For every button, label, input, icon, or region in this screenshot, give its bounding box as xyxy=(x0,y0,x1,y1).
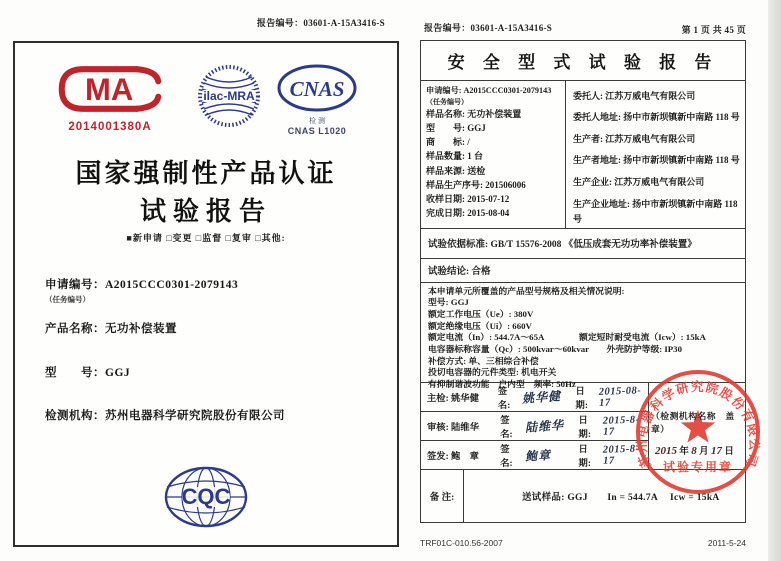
info-sample-source: 样品来源: 送检 xyxy=(426,165,486,176)
application-type-checkboxes: ■新申请 □变更 □监督 □复审 □其他: xyxy=(126,233,286,243)
info-receive-date: 收样日期: 2015-07-12 xyxy=(426,194,510,205)
application-number-value: A2015CCC0301-2079143 xyxy=(105,279,239,291)
stamp-day-hand: 17 xyxy=(711,444,723,457)
svg-text:CNAS: CNAS xyxy=(289,77,345,101)
chief-inspector-signature: 姚华健 xyxy=(521,389,562,406)
report-title-line1: 国家强制性产品认证 xyxy=(75,159,337,188)
application-number-label: 申请编号： xyxy=(45,279,105,291)
info-producer-address: 生产者地址: 扬中市新坝镇新中南路 118 号 xyxy=(573,155,740,166)
signature-label: 签名: xyxy=(500,444,513,469)
stamp-cell xyxy=(634,379,762,474)
scan-edge xyxy=(768,0,781,561)
task-number-note: （任务编号） xyxy=(45,295,90,304)
date-label: 日期: xyxy=(578,444,591,469)
remark-value: 送试样品: GGJ In = 544.7A Icw = 15kA xyxy=(522,492,720,503)
svg-text:ilac-MRA: ilac-MRA xyxy=(203,89,255,103)
coverage-capacitor-capacity: 电容器标称容量（Qc）: 500kvar～60kvar 外壳防护等级: IP30 xyxy=(428,344,682,355)
certification-logos xyxy=(15,63,397,136)
approver-row xyxy=(421,440,648,469)
cnas-mark-icon xyxy=(276,63,358,113)
svg-text:MA: MA xyxy=(85,72,134,108)
info-sample-name: 样品名称: 无功补偿装置 xyxy=(426,108,522,119)
product-name-value: 无功补偿装置 xyxy=(105,323,177,335)
product-name-field xyxy=(45,320,177,336)
coverage-compensation-mode: 补偿方式: 单、三相综合补偿 xyxy=(428,355,539,366)
stamp-month-hand: 8 xyxy=(691,444,697,457)
sample-info-left-cell xyxy=(421,81,566,228)
form-number: TRF01C-010.56-2007 xyxy=(420,538,503,548)
info-client-address: 委托人地址: 扬中市新坝镇新中南路 118 号 xyxy=(573,112,740,123)
stamp-date-line xyxy=(655,443,751,457)
test-agency-label: 检测机构： xyxy=(45,410,105,422)
cnas-accreditation-number: CNAS L1020 xyxy=(287,126,347,136)
test-conclusion-row: 试验结论: 合格 xyxy=(421,259,745,283)
info-producer: 生产者: 江苏万威电气有限公司 xyxy=(573,133,696,144)
stamp-year-label: 年 xyxy=(679,446,689,457)
coverage-rated-voltage: 额定工作电压（Ue）: 380V xyxy=(428,308,534,319)
ilac-mra-logo-icon xyxy=(196,63,262,129)
model-field xyxy=(45,364,130,380)
product-name-label: 产品名称： xyxy=(45,323,105,335)
sample-info-row xyxy=(421,81,745,229)
remark-label: 备 注: xyxy=(421,470,464,522)
chief-inspector-name: 主检: 姚华健 xyxy=(427,393,479,404)
signature-rows xyxy=(421,383,649,469)
cnas-logo xyxy=(276,63,358,136)
reviewer-signature: 陆维华 xyxy=(524,418,565,435)
info-factory-address: 生产企业地址: 扬中市新坝镇新中南路 118 号 xyxy=(573,199,738,225)
signature-label: 签名: xyxy=(500,415,513,440)
info-client: 委托人: 江苏万威电气有限公司 xyxy=(573,90,696,101)
coverage-model: 型号: GGJ xyxy=(428,297,469,308)
signature-block xyxy=(421,379,762,474)
info-task-number-note: （任务编号） xyxy=(426,97,468,106)
cover-page xyxy=(13,41,399,547)
info-serial-number: 样品生产序号: 201506006 xyxy=(426,179,526,190)
stamp-day-label: 日 xyxy=(724,446,734,457)
info-model: 型 号: GGJ xyxy=(426,123,486,133)
approver-name: 签发: 鲍 章 xyxy=(427,451,479,462)
report-title-line2: 试验报告 xyxy=(139,197,272,226)
report-table-page xyxy=(420,40,762,523)
test-standard-row: 试验依据标准: GB/T 15576-2008 《低压成套无功功率补偿装置》 xyxy=(421,229,745,259)
left-report-number: 报告编号：03601-A-15A3416-S xyxy=(256,18,385,28)
reviewer-date: 2015-8-17 xyxy=(602,414,640,438)
svg-text:苏州电器科学研究院股份有限公司: 苏州电器科学研究院股份有限公司 xyxy=(634,379,762,469)
approver-date: 2015-8-17 xyxy=(602,443,640,467)
svg-text:试验专用章: 试验专用章 xyxy=(662,459,734,474)
stamp-month-label: 月 xyxy=(699,446,709,457)
info-application-number: 申请编号: A2015CCC0301-2079143 xyxy=(426,85,552,95)
coverage-insulation-voltage: 额定绝缘电压（Ui）: 660V xyxy=(428,320,532,331)
cqc-globe-icon xyxy=(158,461,254,535)
info-factory: 生产企业: 江苏万威电气有限公司 xyxy=(573,176,705,187)
client-info-cell xyxy=(566,81,745,228)
cma-number: 2014001380A xyxy=(68,121,152,133)
coverage-rated-current: 额定电流（In）: 544.7A～65A 额定短时耐受电流（Icw）: 15kA xyxy=(428,332,706,343)
chief-inspector-date: 2015-08-17 xyxy=(598,384,642,409)
approver-signature: 鲍章 xyxy=(524,447,552,464)
coverage-harmonic-frequency: 有抑制谐波功能 户内型 频率: 50Hz xyxy=(428,379,576,390)
coverage-switch-type: 投切电容器的元件类型: 机电开关 xyxy=(428,367,557,378)
application-number-field xyxy=(45,276,238,292)
page-count: 第 1 页 共 45 页 xyxy=(681,25,746,35)
signature-label: 签名: xyxy=(497,386,511,411)
stamp-year-hand: 2015 xyxy=(655,444,677,457)
safety-report-title: 安 全 型 式 试 验 报 告 xyxy=(421,41,745,81)
cma-logo xyxy=(54,63,166,133)
coverage-title: 本申请单元所覆盖的产品型号规格及相关情况说明: xyxy=(428,285,625,296)
stamp-caption: （检测机构名称 盖章） xyxy=(651,410,735,434)
info-trademark: 商 标: / xyxy=(426,137,470,148)
date-label: 日期: xyxy=(578,415,591,440)
reviewer-name: 审核: 陆维华 xyxy=(427,422,479,433)
model-label: 型 号： xyxy=(45,367,105,379)
cqc-logo xyxy=(15,461,397,535)
reviewer-row xyxy=(421,411,648,440)
test-agency-value: 苏州电器科学研究院股份有限公司 xyxy=(105,410,285,422)
model-value: GGJ xyxy=(105,367,131,379)
info-sample-quantity: 样品数量: 1 台 xyxy=(426,151,483,162)
svg-text:CQC: CQC xyxy=(181,484,231,509)
info-complete-date: 完成日期: 2015-08-04 xyxy=(426,208,510,219)
right-report-number: 报告编号：03601-A-15A3416-S xyxy=(424,23,553,33)
cnas-sub-label: 检 测 xyxy=(309,118,325,125)
cma-mark-icon xyxy=(54,63,166,115)
date-label: 日期: xyxy=(575,386,588,411)
form-date: 2011-5-24 xyxy=(707,538,746,548)
test-agency-field xyxy=(45,407,285,423)
